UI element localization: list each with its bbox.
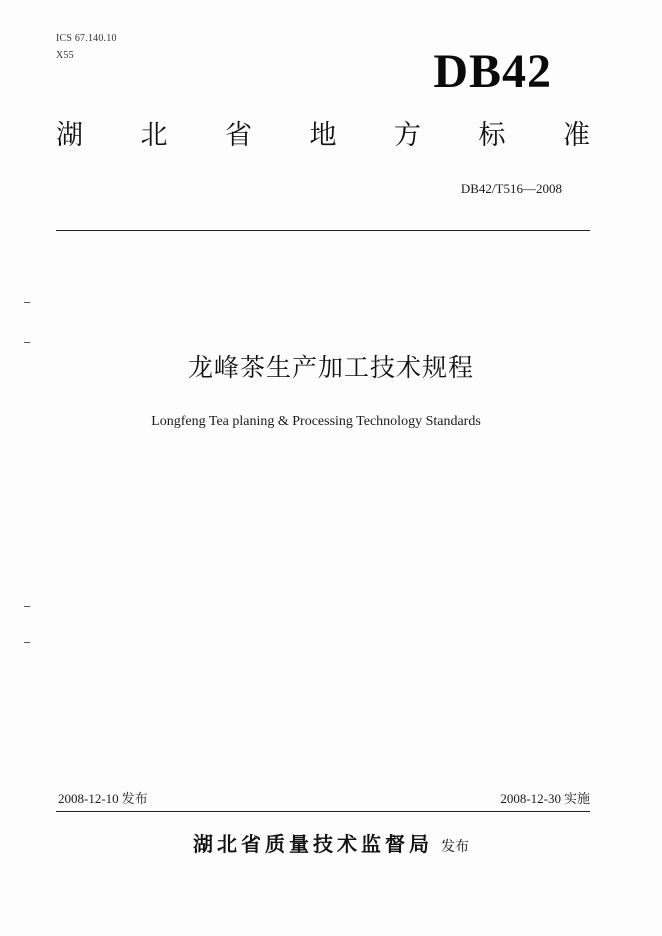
issue-label: 发布 (121, 792, 148, 807)
margin-mark (24, 302, 30, 303)
publisher-org: 湖北省质量技术监督局 (193, 832, 433, 856)
issue-date: 2008-12-10 (58, 791, 119, 806)
document-title-chinese: 龙峰茶生产加工技术规程 (187, 353, 474, 382)
standard-type-char: 方 (394, 120, 421, 151)
standard-type-heading (56, 118, 590, 154)
standard-code-heading: DB42 (433, 45, 552, 98)
publisher-line (0, 828, 662, 857)
standard-type-char: 北 (140, 120, 168, 151)
margin-mark (24, 342, 30, 343)
issue-date-line (58, 790, 148, 809)
document-title-english: Longfeng Tea planing & Processing Technology Standards (151, 414, 481, 429)
standard-type-char: 标 (478, 120, 506, 151)
standard-number: DB42/T516—2008 (460, 181, 562, 196)
classification-code: X55 (56, 50, 74, 61)
implementation-label: 实施 (563, 792, 590, 807)
implementation-date-line (500, 790, 590, 809)
publisher-label: 发布 (441, 839, 469, 855)
standard-type-char: 地 (309, 120, 337, 151)
standard-type-char: 准 (563, 120, 590, 151)
ics-code: ICS 67.140.10 (56, 33, 117, 44)
implementation-date: 2008-12-30 (500, 791, 561, 806)
footer-divider (56, 811, 590, 812)
margin-mark (24, 642, 30, 643)
header-divider (56, 230, 590, 231)
standard-type-char: 省 (225, 120, 252, 151)
margin-mark (24, 606, 30, 607)
standard-type-char: 湖 (56, 120, 83, 151)
